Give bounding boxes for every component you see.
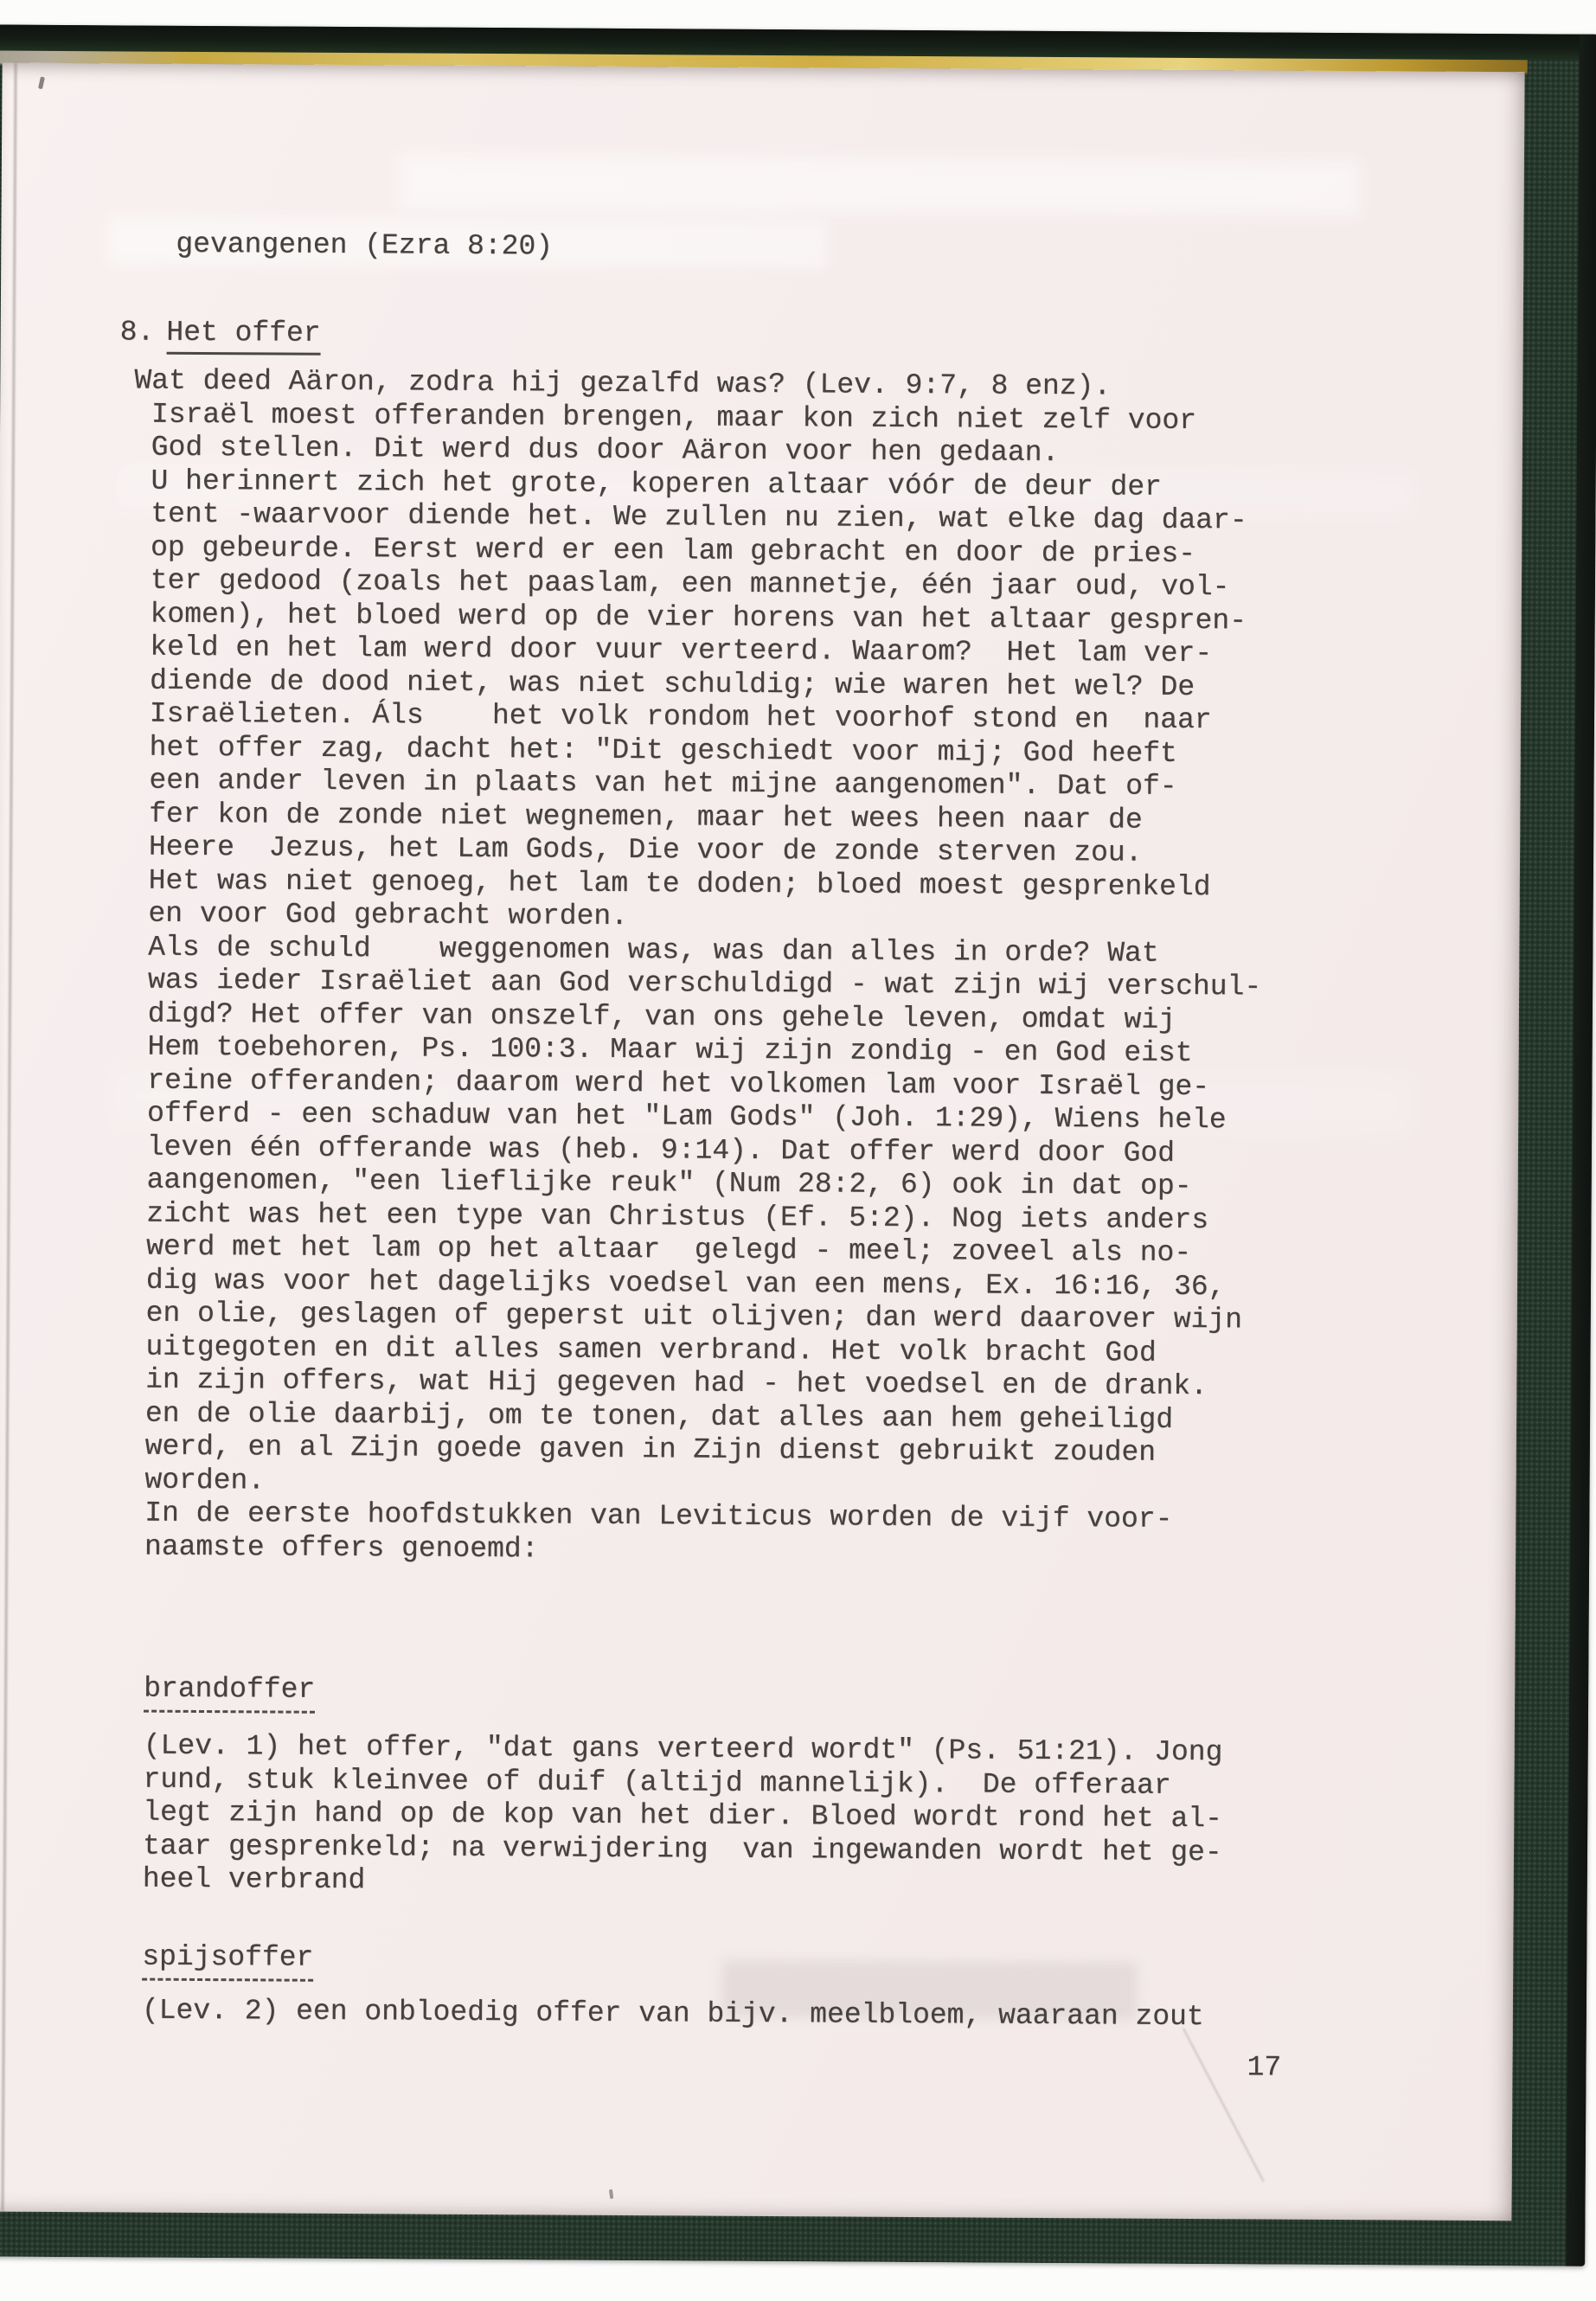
book-cover-right-edge: [1566, 35, 1596, 2266]
paper-page: [0, 63, 1525, 2221]
page-fold-line: [1, 63, 16, 2212]
subsection-title: spijsoffer: [142, 1941, 313, 1982]
section-number: 8.: [119, 316, 155, 349]
page-number: 17: [1247, 2051, 1282, 2084]
book-cover: [0, 24, 1596, 2266]
subsection-title: brandoffer: [144, 1673, 315, 1714]
section-heading: [120, 316, 321, 350]
subsection-heading-spijsoffer: [142, 1941, 313, 1976]
previous-section-last-line: gevangenen (Ezra 8:20): [176, 228, 554, 263]
subsection-body-brandoffer: (Lev. 1) het offer, "dat gans verteerd wordt" (Ps. 51:21). Jong rund, stuk kleinvee of duif (altijd mannelijk). De offeraar legt zijn hand op de kop van het dier. Bloed wordt rond het al- taar gesprenkeld; na verwijdering van ingewanden wordt het ge- heel verbrand: [142, 1729, 1223, 1897]
section-title: Het offer: [166, 317, 320, 356]
scan-speck: [38, 76, 45, 89]
subsection-body-spijsoffer: (Lev. 2) een onbloedig offer van bijv. meelbloem, waaraan zout: [141, 1994, 1204, 2034]
body-text: Wat deed Aäron, zodra hij gezalfd was? (Lev. 9:7, 8 enz). Israël moest offeranden brengen, maar kon zich niet zelf voor God stellen. Dit werd dus door Aäron voor hen gedaan. U herinnert zich het grote, koperen altaar vóór de deur der tent -waarvoor diende het. We zullen nu zien, wat elke dag daar- op gebeurde. Eerst werd er een lam gebracht en door de pries- ter gedood (zoals het paaslam, een mannetje, één jaar oud, vol- komen), het bloed werd op de vier horens van het altaar gespren- keld en het lam werd door vuur verteerd. Waarom? Het lam ver- diende de dood niet, was niet schuldig; wie waren het wel? De Israëlieten. Áls het volk rondom het voorhof stond en naar het offer zag, dacht het: "Dit geschiedt voor mij; God heeft een ander leven in plaats van het mijne aangenomen". Dat of- fer kon de zonde niet wegnemen, maar het wees heen naar de Heere Jezus, het Lam Gods, Die voor de zonde sterven zou. Het was niet genoeg, het lam te doden; bloed moest gesprenkeld en voor God gebracht worden. Als de schuld weggenomen was, was dan alles in orde? Wat was ieder Israëliet aan God verschuldigd - wat zijn wij verschul- digd? Het offer van onszelf, van ons gehele leven, omdat wij Hem toebehoren, Ps. 100:3. Maar wij zijn zondig - en God eist reine offeranden; daarom werd het volkomen lam voor Israël ge- offerd - een schaduw van het "Lam Gods" (Joh. 1:29), Wiens hele leven één offerande was (heb. 9:14). Dat offer werd door God aangenomen, "een lieflijke reuk" (Num 28:2, 6) ook in dat op- zicht was het een type van Christus (Ef. 5:2). Nog iets anders werd met het lam op het altaar gelegd - meel; zoveel als no- dig was voor het dagelijks voedsel van een mens, Ex. 16:16, 36, en olie, geslagen of geperst uit olijven; dan werd daarover wijn uitgegoten en dit alles samen verbrand. Het volk bracht God in zijn offers, wat Hij gegeven had - het voedsel en de drank. en de olie daarbij, om te tonen, dat alles aan hem geheiligd werd, en al Zijn goede gaven in Zijn dienst gebruikt zouden worden. In de eerste hoofdstukken van Leviticus worden de vijf voor- naamste offers genoemd:: [127, 364, 1262, 1565]
subsection-heading-brandoffer: [144, 1673, 315, 1708]
scan-speck: [609, 2189, 613, 2199]
scan-artifact-band: [400, 155, 1360, 216]
